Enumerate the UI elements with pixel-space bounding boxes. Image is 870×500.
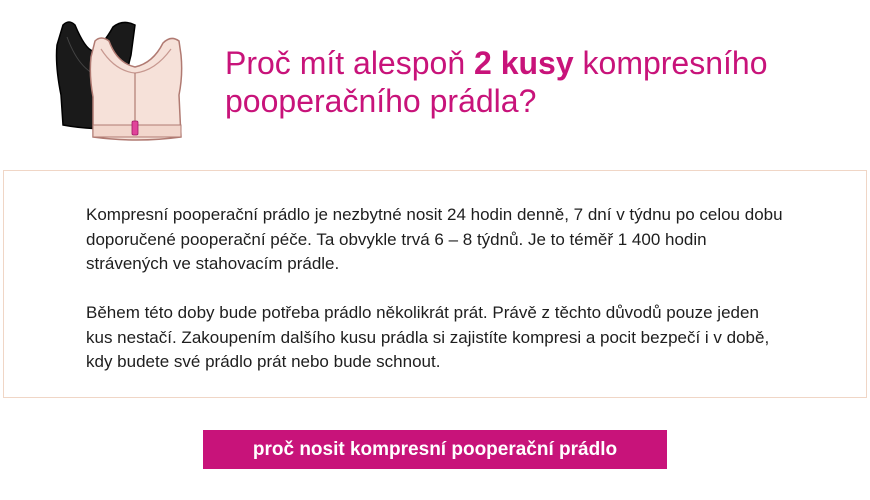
title-emphasis: 2 kusy (474, 45, 574, 81)
cta-button[interactable]: proč nosit kompresní pooperační prádlo (203, 430, 667, 469)
title-suffix: kompresního pooperačního prádla? (225, 45, 768, 119)
compression-bras-illustration (45, 15, 190, 143)
page-title (225, 44, 845, 120)
title-prefix: Proč mít alespoň (225, 45, 474, 81)
pink-bra-shape (90, 38, 181, 140)
info-paragraph-1: Kompresní pooperační prádlo je nezbytné nosit 24 hodin denně, 7 dní v týdnu po celou dobu doporučené pooperační péče. Ta obvykle trvá 6 – 8 týdnů. Je to téměř 1 400 hodin strávených ve stahovacím prádle. (86, 205, 783, 273)
info-box (3, 170, 867, 398)
info-paragraph-2: Během této doby bude potřeba prádlo několikrát prát. Právě z těchto důvodů pouze jeden kus nestačí. Zakoupením dalšího kusu prádla si zajistíte kompresi a pocit bezpečí i v době, kdy budete své prádlo prát nebo bude schnout. (86, 303, 770, 371)
